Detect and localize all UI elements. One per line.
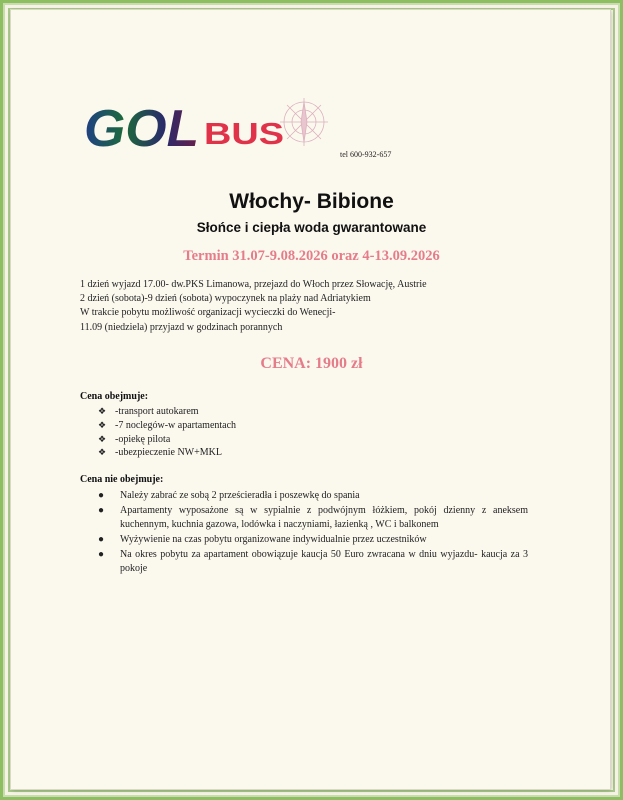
included-list — [98, 405, 236, 460]
list-item: ● Apartamenty wyposażone są w sypialnie z podwójnym łóżkiem, pokój dzienny z aneksem kuchennym, kuchnia gazowa, lodówka i naczyniami, łazienką , WC i balkonem — [98, 505, 528, 530]
included-heading: Cena obejmuje: — [80, 391, 149, 402]
page-title: Włochy- Bibione — [229, 190, 394, 213]
list-item: ● Na okres pobytu za apartament obowiązuje kaucja 50 Euro zwracana w dniu wyjazdu- kaucja za 3 pokoje — [98, 549, 528, 574]
compass-rose-icon — [280, 98, 328, 146]
price: CENA: 1900 zł — [260, 355, 363, 372]
trip-dates: Termin 31.07-9.08.2026 oraz 4-13.09.2026 — [183, 248, 440, 264]
itinerary-line: 11.09 (niedziela) przyjazd w godzinach porannych — [80, 321, 283, 333]
excluded-heading: Cena nie obejmuje: — [80, 474, 164, 485]
golbus-logo — [82, 96, 382, 160]
excluded-list — [98, 489, 528, 577]
list-item: ❖ -opiekę pilota — [98, 433, 171, 445]
logo-bus-text: BUS — [204, 116, 284, 151]
list-item: ● Należy zabrać ze sobą 2 prześcieradła i poszewkę do spania — [98, 490, 360, 501]
diamond-bullet-icon: ❖ — [98, 447, 107, 458]
dot-bullet-icon: ● — [98, 505, 105, 516]
subtitle: Słońce i ciepła woda gwarantowane — [196, 220, 427, 235]
list-item: ● Wyżywienie na czas pobytu organizowane indywidualnie przez uczestników — [98, 534, 427, 545]
logo-gol-text: GOL — [84, 100, 199, 158]
list-item: ❖ -7 noclegów-w apartamentach — [98, 419, 237, 431]
itinerary-line: W trakcie pobytu możliwość organizacji wycieczki do Wenecji- — [80, 307, 336, 319]
itinerary-line: 1 dzień wyjazd 17.00- dw.PKS Limanowa, przejazd do Włoch przez Słowację, Austrie — [80, 279, 427, 290]
dot-bullet-icon: ● — [98, 490, 105, 501]
itinerary-line: 2 dzień (sobota)-9 dzień (sobota) wypoczynek na plaży nad Adriatykiem — [80, 293, 371, 305]
dot-bullet-icon: ● — [98, 549, 105, 560]
itinerary — [80, 278, 560, 335]
diamond-bullet-icon: ❖ — [98, 419, 107, 430]
list-item: ❖ -ubezpieczenie NW+MKL — [98, 447, 222, 459]
phone-number: tel 600-932-657 — [340, 150, 392, 159]
diamond-bullet-icon: ❖ — [98, 433, 107, 444]
diamond-bullet-icon: ❖ — [98, 406, 107, 416]
dot-bullet-icon: ● — [98, 534, 105, 545]
list-item: ❖ -transport autokarem — [98, 406, 199, 417]
